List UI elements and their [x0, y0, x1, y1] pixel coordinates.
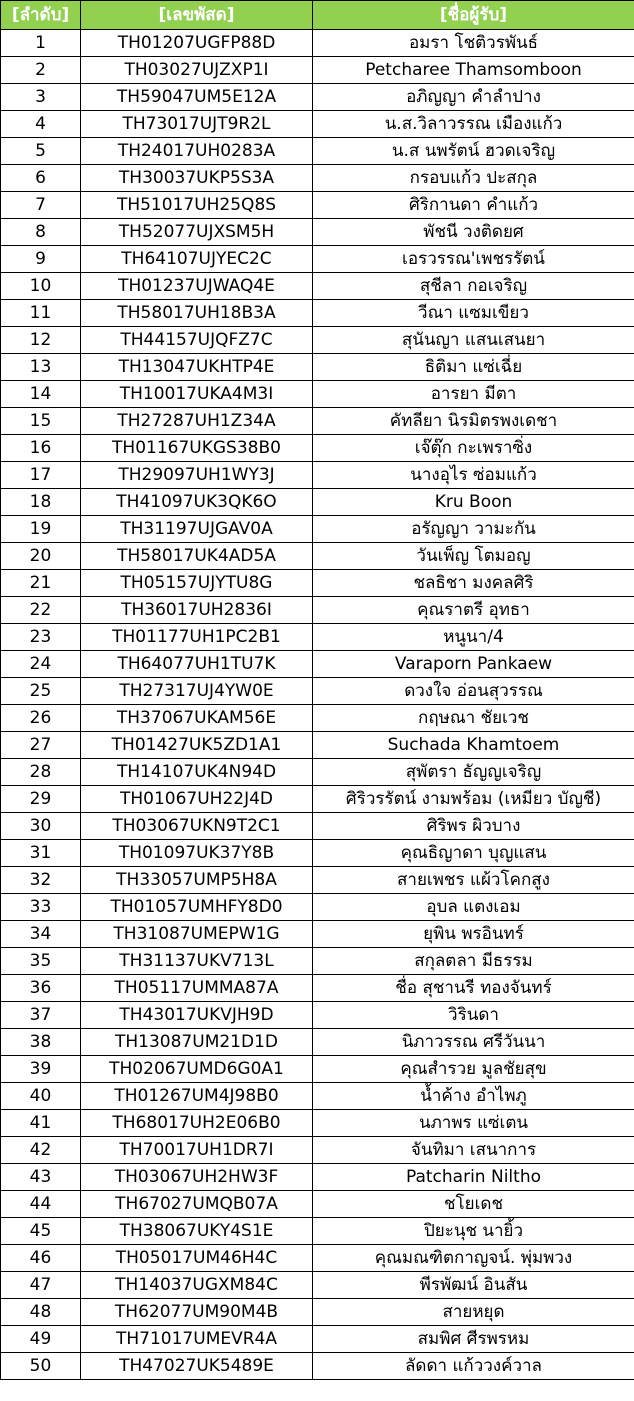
row-tracking-number: TH41097UK3QK6O	[81, 489, 313, 516]
row-order: 18	[1, 489, 81, 516]
row-tracking-number: TH29097UH1WY3J	[81, 462, 313, 489]
row-order: 40	[1, 1083, 81, 1110]
row-recipient-name: คุณสำรวย มูลชัยสุข	[313, 1056, 634, 1083]
row-recipient-name: ปิยะนุช นายิ้ว	[313, 1218, 634, 1245]
row-tracking-number: TH71017UMEVR4A	[81, 1326, 313, 1353]
row-order: 2	[1, 57, 81, 84]
row-order: 43	[1, 1164, 81, 1191]
row-tracking-number: TH67027UMQB07A	[81, 1191, 313, 1218]
table-row	[1, 1326, 634, 1353]
row-recipient-name: สกุลตลา มีธรรม	[313, 948, 634, 975]
table-row	[1, 651, 634, 678]
row-order: 12	[1, 327, 81, 354]
table-row	[1, 138, 634, 165]
row-tracking-number: TH31137UKV713L	[81, 948, 313, 975]
row-recipient-name: Petcharee Thamsomboon	[313, 57, 634, 84]
row-order: 3	[1, 84, 81, 111]
row-tracking-number: TH31197UJGAV0A	[81, 516, 313, 543]
row-tracking-number: TH68017UH2E06B0	[81, 1110, 313, 1137]
row-recipient-name: ศิริวรรัตน์ งามพร้อม (เหมียว บัญชี)	[313, 786, 634, 813]
table-row	[1, 273, 634, 300]
table-row	[1, 219, 634, 246]
row-recipient-name: กรอบแก้ว ปะสกุล	[313, 165, 634, 192]
table-row	[1, 732, 634, 759]
row-recipient-name: น้ำค้าง อำไพภู	[313, 1083, 634, 1110]
table-row	[1, 192, 634, 219]
table-row	[1, 165, 634, 192]
table-row	[1, 570, 634, 597]
row-recipient-name: นิภาวรรณ ศรีวันนา	[313, 1029, 634, 1056]
row-tracking-number: TH64077UH1TU7K	[81, 651, 313, 678]
row-order: 41	[1, 1110, 81, 1137]
table-row	[1, 1029, 634, 1056]
row-tracking-number: TH52077UJXSM5H	[81, 219, 313, 246]
table-row	[1, 435, 634, 462]
table-row	[1, 327, 634, 354]
row-tracking-number: TH70017UH1DR7I	[81, 1137, 313, 1164]
row-tracking-number: TH01067UH22J4D	[81, 786, 313, 813]
row-tracking-number: TH05157UJYTU8G	[81, 570, 313, 597]
row-order: 32	[1, 867, 81, 894]
table-row	[1, 462, 634, 489]
row-tracking-number: TH01207UGFP88D	[81, 30, 313, 57]
table-row	[1, 1137, 634, 1164]
row-order: 21	[1, 570, 81, 597]
table-row	[1, 1353, 634, 1380]
row-recipient-name: วีณา แซมเขียว	[313, 300, 634, 327]
row-order: 4	[1, 111, 81, 138]
row-order: 46	[1, 1245, 81, 1272]
row-tracking-number: TH05117UMMA87A	[81, 975, 313, 1002]
row-order: 45	[1, 1218, 81, 1245]
row-tracking-number: TH02067UMD6G0A1	[81, 1056, 313, 1083]
row-recipient-name: ชื่อ สุชานรี ทองจันทร์	[313, 975, 634, 1002]
row-order: 7	[1, 192, 81, 219]
row-order: 9	[1, 246, 81, 273]
row-recipient-name: Patcharin Niltho	[313, 1164, 634, 1191]
table-row	[1, 1002, 634, 1029]
row-recipient-name: ดวงใจ อ่อนสุวรรณ	[313, 678, 634, 705]
row-tracking-number: TH03027UJZXP1I	[81, 57, 313, 84]
table-row	[1, 867, 634, 894]
row-recipient-name: คุณธิญาดา บุญแสน	[313, 840, 634, 867]
row-recipient-name: วิรินดา	[313, 1002, 634, 1029]
row-recipient-name: น.ส.วิลาวรรณ เมืองแก้ว	[313, 111, 634, 138]
table-row	[1, 813, 634, 840]
header-order: [ลำดับ]	[1, 1, 81, 30]
table-row	[1, 489, 634, 516]
table-row	[1, 1272, 634, 1299]
row-order: 33	[1, 894, 81, 921]
row-recipient-name: อรัญญา วามะกัน	[313, 516, 634, 543]
row-recipient-name: กฤษณา ชัยเวช	[313, 705, 634, 732]
table-row	[1, 705, 634, 732]
row-tracking-number: TH33057UMP5H8A	[81, 867, 313, 894]
row-tracking-number: TH64107UJYEC2C	[81, 246, 313, 273]
row-order: 26	[1, 705, 81, 732]
row-order: 17	[1, 462, 81, 489]
table-row	[1, 354, 634, 381]
row-tracking-number: TH31087UMEPW1G	[81, 921, 313, 948]
row-tracking-number: TH62077UM90M4B	[81, 1299, 313, 1326]
row-recipient-name: สายเพชร แผ้วโคกสูง	[313, 867, 634, 894]
row-tracking-number: TH01167UKGS38B0	[81, 435, 313, 462]
row-recipient-name: คัทลียา นิรมิตรพงเดชา	[313, 408, 634, 435]
row-tracking-number: TH24017UH0283A	[81, 138, 313, 165]
table-row	[1, 948, 634, 975]
row-order: 42	[1, 1137, 81, 1164]
row-recipient-name: เอรวรรณ'เพชรรัตน์	[313, 246, 634, 273]
row-recipient-name: ศิริกานดา คำแก้ว	[313, 192, 634, 219]
row-recipient-name: ยุพิน พรอินทร์	[313, 921, 634, 948]
row-tracking-number: TH37067UKAM56E	[81, 705, 313, 732]
row-order: 14	[1, 381, 81, 408]
table-row	[1, 1218, 634, 1245]
row-tracking-number: TH36017UH2836I	[81, 597, 313, 624]
row-order: 23	[1, 624, 81, 651]
row-recipient-name: จันทิมา เสนาการ	[313, 1137, 634, 1164]
row-tracking-number: TH58017UK4AD5A	[81, 543, 313, 570]
table-row	[1, 678, 634, 705]
table-row	[1, 786, 634, 813]
row-tracking-number: TH73017UJT9R2L	[81, 111, 313, 138]
row-tracking-number: TH27317UJ4YW0E	[81, 678, 313, 705]
row-tracking-number: TH13047UKHTP4E	[81, 354, 313, 381]
row-order: 38	[1, 1029, 81, 1056]
row-tracking-number: TH47027UK5489E	[81, 1353, 313, 1380]
row-order: 1	[1, 30, 81, 57]
row-order: 11	[1, 300, 81, 327]
row-tracking-number: TH59047UM5E12A	[81, 84, 313, 111]
table-row	[1, 1056, 634, 1083]
row-tracking-number: TH44157UJQFZ7C	[81, 327, 313, 354]
row-recipient-name: ธิติมา แซ่เฉี่ย	[313, 354, 634, 381]
row-recipient-name: นางอุไร ซ่อมแก้ว	[313, 462, 634, 489]
table-row	[1, 840, 634, 867]
row-recipient-name: น.ส นพรัตน์ ฮวดเจริญ	[313, 138, 634, 165]
row-order: 25	[1, 678, 81, 705]
table-row	[1, 894, 634, 921]
row-order: 37	[1, 1002, 81, 1029]
row-tracking-number: TH10017UKA4M3I	[81, 381, 313, 408]
row-order: 8	[1, 219, 81, 246]
row-order: 16	[1, 435, 81, 462]
row-order: 47	[1, 1272, 81, 1299]
row-tracking-number: TH14037UGXM84C	[81, 1272, 313, 1299]
row-recipient-name: คุณราตรี อุทธา	[313, 597, 634, 624]
row-order: 10	[1, 273, 81, 300]
row-tracking-number: TH27287UH1Z34A	[81, 408, 313, 435]
row-order: 27	[1, 732, 81, 759]
row-order: 20	[1, 543, 81, 570]
row-recipient-name: สุพัตรา ธัญญเจริญ	[313, 759, 634, 786]
table-row	[1, 57, 634, 84]
row-recipient-name: นภาพร แซ่เตน	[313, 1110, 634, 1137]
row-tracking-number: TH30037UKP5S3A	[81, 165, 313, 192]
row-order: 22	[1, 597, 81, 624]
table-row	[1, 408, 634, 435]
table-row	[1, 111, 634, 138]
table-row	[1, 246, 634, 273]
row-order: 49	[1, 1326, 81, 1353]
header-row	[1, 1, 634, 30]
row-tracking-number: TH13087UM21D1D	[81, 1029, 313, 1056]
row-order: 44	[1, 1191, 81, 1218]
row-order: 30	[1, 813, 81, 840]
row-recipient-name: พีรพัฒน์ อินสัน	[313, 1272, 634, 1299]
table-row	[1, 921, 634, 948]
row-recipient-name: อารยา มีตา	[313, 381, 634, 408]
table-row	[1, 30, 634, 57]
row-recipient-name: อมรา โชติวรพันธ์	[313, 30, 634, 57]
row-order: 48	[1, 1299, 81, 1326]
row-tracking-number: TH58017UH18B3A	[81, 300, 313, 327]
row-tracking-number: TH03067UKN9T2C1	[81, 813, 313, 840]
table-row	[1, 516, 634, 543]
table-row	[1, 543, 634, 570]
row-tracking-number: TH14107UK4N94D	[81, 759, 313, 786]
header-recipient-name: [ชื่อผู้รับ]	[313, 1, 634, 30]
row-tracking-number: TH43017UKVJH9D	[81, 1002, 313, 1029]
row-tracking-number: TH51017UH25Q8S	[81, 192, 313, 219]
row-recipient-name: วันเพ็ญ โตมอญ	[313, 543, 634, 570]
table-row	[1, 1164, 634, 1191]
row-tracking-number: TH01177UH1PC2B1	[81, 624, 313, 651]
row-order: 5	[1, 138, 81, 165]
table-row	[1, 1083, 634, 1110]
row-recipient-name: อุบล แตงเอม	[313, 894, 634, 921]
row-recipient-name: อภิญญา คำลำปาง	[313, 84, 634, 111]
row-order: 36	[1, 975, 81, 1002]
table-row	[1, 1191, 634, 1218]
row-recipient-name: เจ๊ตุ๊ก กะเพราซิ่ง	[313, 435, 634, 462]
row-tracking-number: TH05017UM46H4C	[81, 1245, 313, 1272]
row-order: 15	[1, 408, 81, 435]
row-order: 50	[1, 1353, 81, 1380]
row-recipient-name: คุณมณฑิตกาญจน์. พุ่มพวง	[313, 1245, 634, 1272]
row-tracking-number: TH01267UM4J98B0	[81, 1083, 313, 1110]
row-order: 39	[1, 1056, 81, 1083]
row-tracking-number: TH03067UH2HW3F	[81, 1164, 313, 1191]
table-row	[1, 300, 634, 327]
row-recipient-name: ศิริพร ผิวบาง	[313, 813, 634, 840]
row-tracking-number: TH01427UK5ZD1A1	[81, 732, 313, 759]
row-order: 31	[1, 840, 81, 867]
header-tracking-number: [เลขพัสด]	[81, 1, 313, 30]
row-recipient-name: หนูนา/4	[313, 624, 634, 651]
row-recipient-name: สายหยุด	[313, 1299, 634, 1326]
row-recipient-name: ลัดดา แก้ววงค์วาล	[313, 1353, 634, 1380]
row-recipient-name: Kru Boon	[313, 489, 634, 516]
row-order: 28	[1, 759, 81, 786]
row-order: 19	[1, 516, 81, 543]
row-recipient-name: สมพิศ ศีรพรหม	[313, 1326, 634, 1353]
table-row	[1, 381, 634, 408]
row-tracking-number: TH01057UMHFY8D0	[81, 894, 313, 921]
table-row	[1, 975, 634, 1002]
row-order: 6	[1, 165, 81, 192]
row-order: 34	[1, 921, 81, 948]
row-tracking-number: TH01237UJWAQ4E	[81, 273, 313, 300]
row-order: 24	[1, 651, 81, 678]
table-body	[1, 30, 634, 1380]
table-row	[1, 84, 634, 111]
row-recipient-name: พัชนี วงติดยศ	[313, 219, 634, 246]
row-recipient-name: สุชีลา กอเจริญ	[313, 273, 634, 300]
table-row	[1, 1299, 634, 1326]
row-order: 13	[1, 354, 81, 381]
row-order: 35	[1, 948, 81, 975]
row-recipient-name: Varaporn Pankaew	[313, 651, 634, 678]
row-recipient-name: ชลธิชา มงคลศิริ	[313, 570, 634, 597]
table-row	[1, 759, 634, 786]
table-row	[1, 1110, 634, 1137]
row-tracking-number: TH38067UKY4S1E	[81, 1218, 313, 1245]
table-row	[1, 597, 634, 624]
row-recipient-name: สุนันญา แสนเสนยา	[313, 327, 634, 354]
row-recipient-name: ชโยเดช	[313, 1191, 634, 1218]
row-order: 29	[1, 786, 81, 813]
table-row	[1, 624, 634, 651]
row-tracking-number: TH01097UK37Y8B	[81, 840, 313, 867]
table-row	[1, 1245, 634, 1272]
row-recipient-name: Suchada Khamtoem	[313, 732, 634, 759]
